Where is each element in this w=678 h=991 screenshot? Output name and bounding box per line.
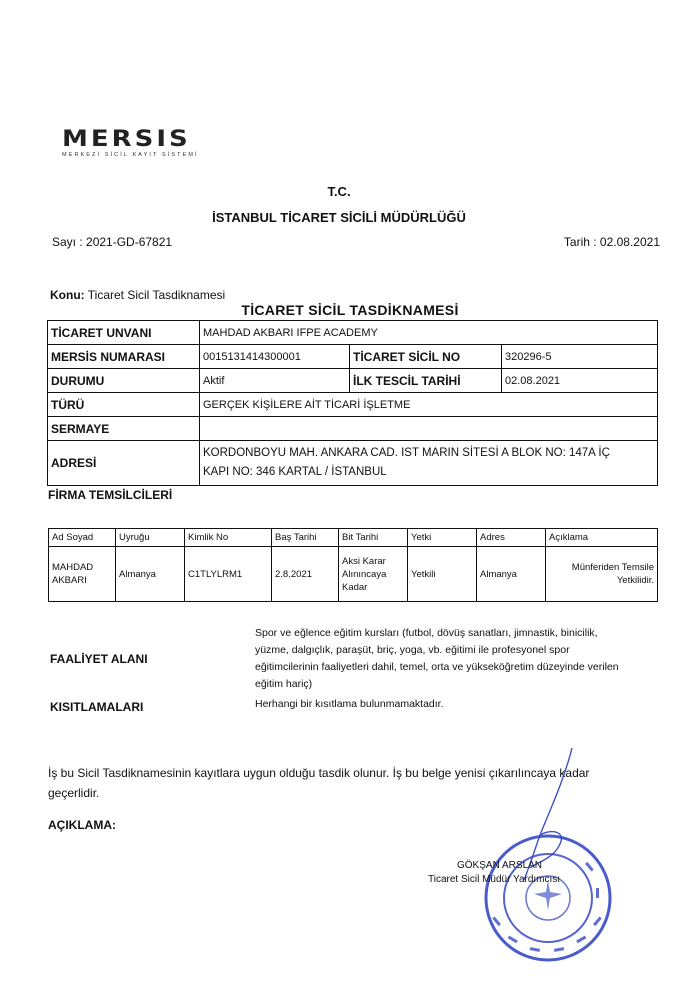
address-line-1: KORDONBOYU MAH. ANKARA CAD. IST MARIN SİTESİ A BLOK NO: 147A İÇ xyxy=(203,447,610,459)
address-line-2: KAPI NO: 346 KARTAL / İSTANBUL xyxy=(203,466,387,478)
status-label: DURUMU xyxy=(48,369,200,393)
address-value xyxy=(200,441,658,486)
col-header-name: Ad Soyad xyxy=(49,529,116,547)
mersis-number-value: 0015131414300001 xyxy=(200,345,350,369)
table-header-row xyxy=(49,529,658,547)
cell-start-date: 2.8.2021 xyxy=(272,547,339,602)
activity-line-4: eğitim hariç) xyxy=(255,678,313,690)
table-row xyxy=(48,393,658,417)
cell-name-line-2: AKBARI xyxy=(52,575,87,586)
cell-end-date xyxy=(339,547,408,602)
address-label: ADRESİ xyxy=(48,441,200,486)
header-office: İSTANBUL TİCARET SİCİLİ MÜDÜRLÜĞÜ xyxy=(212,210,466,225)
table-row xyxy=(49,547,658,602)
type-value: GERÇEK KİŞİLERE AİT TİCARİ İŞLETME xyxy=(200,393,658,417)
col-header-address: Adres xyxy=(477,529,546,547)
activity-line-3: eğitimcilerinin faaliyetleri dahil, temel, orta ve yükseköğretim düzeyinde verilen xyxy=(255,661,619,673)
col-header-end-date: Bit Tarihi xyxy=(339,529,408,547)
activity-value xyxy=(255,625,650,693)
cell-address: Almanya xyxy=(477,547,546,602)
table-row xyxy=(48,417,658,441)
cell-authority: Yetkili xyxy=(408,547,477,602)
registry-number-label: TİCARET SİCİL NO xyxy=(350,345,502,369)
cell-nationality: Almanya xyxy=(116,547,185,602)
registration-date-label: İLK TESCİL TARİHİ xyxy=(350,369,502,393)
col-header-start-date: Baş Tarihi xyxy=(272,529,339,547)
mersis-number-label: MERSİS NUMARASI xyxy=(48,345,200,369)
reference-number: Sayı : 2021-GD-67821 xyxy=(52,235,173,249)
cell-end-line-2: Alınıncaya xyxy=(342,568,387,580)
col-header-description: Açıklama xyxy=(546,529,658,547)
table-row xyxy=(48,321,658,345)
signatory-role: Ticaret Sicil Müdür Yardımcısı xyxy=(428,874,561,885)
restrictions-label: KISITLAMALARI xyxy=(50,700,144,714)
capital-label: SERMAYE xyxy=(48,417,200,441)
table-row xyxy=(48,345,658,369)
activity-line-2: yüzme, dalgıçlık, paraşüt, briç, yoga, vb. eğitimi ile profesyonel spor xyxy=(255,644,570,656)
type-label: TÜRÜ xyxy=(48,393,200,417)
status-value: Aktif xyxy=(200,369,350,393)
representatives-table xyxy=(48,528,658,602)
cell-end-line-3: Kadar xyxy=(342,581,368,593)
subject xyxy=(50,288,225,302)
cell-description-line-2: Yetkilidir. xyxy=(616,575,654,586)
subject-label: Konu: xyxy=(50,288,85,302)
signatory-name: GÖKŞAN ARSLAN xyxy=(457,860,543,871)
trade-name-label: TİCARET UNVANI xyxy=(48,321,200,345)
cell-end-line-1: Aksi Karar xyxy=(342,555,386,567)
activity-line-1: Spor ve eğlence eğitim kursları (futbol, dövüş sanatları, jimnastik, binicilik, xyxy=(255,627,598,639)
cell-name-line-1: MAHDAD xyxy=(52,562,94,573)
cell-id: C1TLYLRM1 xyxy=(185,547,272,602)
col-header-id: Kimlik No xyxy=(185,529,272,547)
table-row xyxy=(48,441,658,486)
col-header-authority: Yetki xyxy=(408,529,477,547)
explanation-label: AÇIKLAMA: xyxy=(48,818,116,832)
cell-description xyxy=(546,547,658,602)
logo-text: MERSIS xyxy=(62,126,191,152)
document-date: Tarih : 02.08.2021 xyxy=(563,235,660,249)
cell-name xyxy=(49,547,116,602)
representatives-title: FİRMA TEMSİLCİLERİ xyxy=(48,488,173,502)
trade-name-value: MAHDAD AKBARI IFPE ACADEMY xyxy=(200,321,658,345)
statement-line-1: İş bu Sicil Tasdiknamesinin kayıtlara uygun olduğu tasdik olunur. İş bu belge yenisi çıkarılıncaya kadar xyxy=(48,766,590,780)
statement-line-2: geçerlidir. xyxy=(48,786,100,800)
logo-subtitle: MERKEZİ SİCİL KAYIT SİSTEMİ xyxy=(62,152,199,158)
registry-number-value: 320296-5 xyxy=(502,345,658,369)
subject-value: Ticaret Sicil Tasdiknamesi xyxy=(87,288,226,302)
restrictions-value: Herhangi bir kısıtlama bulunmamaktadır. xyxy=(255,698,444,710)
header-tc: T.C. xyxy=(327,184,351,199)
document-title: TİCARET SİCİL TASDİKNAMESİ xyxy=(241,302,459,318)
mersis-logo xyxy=(62,128,212,158)
registration-date-value: 02.08.2021 xyxy=(502,369,658,393)
registry-info-table xyxy=(47,320,658,486)
activity-label: FAALİYET ALANI xyxy=(50,652,148,666)
capital-value xyxy=(200,417,658,441)
cell-description-line-1: Münferiden Temsile xyxy=(571,562,654,573)
col-header-nationality: Uyruğu xyxy=(116,529,185,547)
table-row xyxy=(48,369,658,393)
